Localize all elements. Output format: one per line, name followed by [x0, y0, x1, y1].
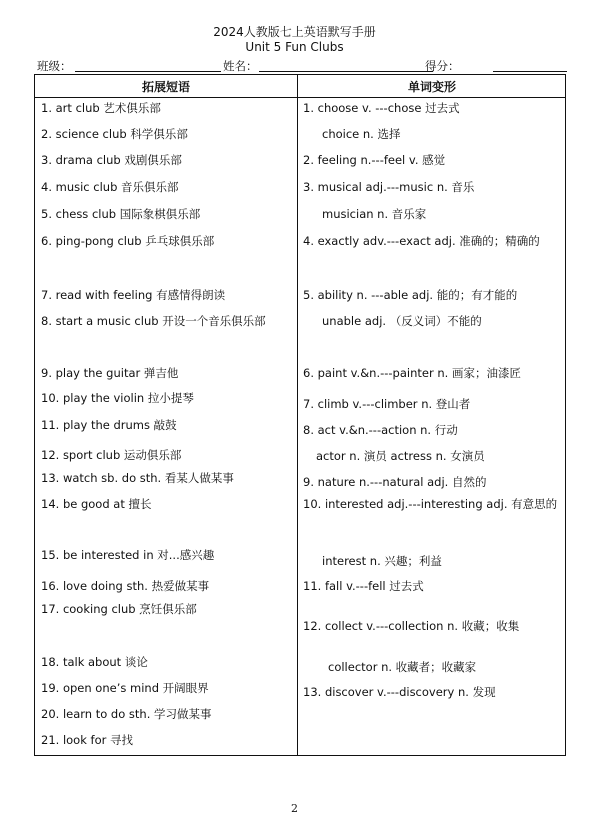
left-column-header: 拓展短语 — [141, 80, 190, 94]
word-form-item: 12. collect v.---collection n. 收藏；收集 — [303, 619, 520, 633]
phrase-item: 21. look for 寻找 — [41, 733, 133, 747]
page-number: 2 — [291, 802, 298, 815]
phrase-item: 17. cooking club 烹饪俱乐部 — [41, 602, 197, 616]
phrase-item: 15. be interested in 对...感兴趣 — [41, 548, 215, 562]
word-form-item: 11. fall v.---fell 过去式 — [303, 579, 424, 593]
column-divider — [297, 75, 298, 755]
phrase-item: 7. read with feeling 有感情得朗读 — [41, 288, 226, 302]
word-form-item: 7. climb v.---climber n. 登山者 — [303, 397, 471, 411]
score-label: 得分： — [425, 59, 460, 73]
word-form-item: interest n. 兴趣；利益 — [322, 554, 442, 568]
header-divider — [35, 97, 565, 98]
phrase-item: 8. start a music club 开设一个音乐俱乐部 — [41, 314, 266, 328]
word-form-item: 3. musical adj.---music n. 音乐 — [303, 180, 475, 194]
score-blank[interactable] — [493, 71, 567, 72]
right-column-header: 单词变形 — [407, 80, 456, 94]
phrase-item: 20. learn to do sth. 学习做某事 — [41, 707, 212, 721]
phrase-item: 19. open one’s mind 开阔眼界 — [41, 681, 209, 695]
word-form-item: 5. ability n. ---able adj. 能的；有才能的 — [303, 288, 518, 302]
document-title: 2024人教版七上英语默写手册 — [213, 25, 376, 39]
phrase-item: 16. love doing sth. 热爱做某事 — [41, 579, 210, 593]
phrase-item: 12. sport club 运动俱乐部 — [41, 448, 182, 462]
word-form-item: unable adj. （反义词）不能的 — [322, 314, 482, 328]
name-label: 姓名： — [223, 59, 258, 73]
phrase-item: 4. music club 音乐俱乐部 — [41, 180, 179, 194]
word-form-item: 8. act v.&n.---action n. 行动 — [303, 423, 458, 437]
vocab-table — [34, 74, 566, 756]
phrase-item: 6. ping-pong club 乒乓球俱乐部 — [41, 234, 215, 248]
word-form-item: musician n. 音乐家 — [322, 207, 427, 221]
phrase-item: 10. play the violin 拉小提琴 — [41, 391, 194, 405]
phrase-item: 5. chess club 国际象棋俱乐部 — [41, 207, 201, 221]
class-label: 班级： — [37, 59, 72, 73]
word-form-item: 13. discover v.---discovery n. 发现 — [303, 685, 496, 699]
word-form-item: actor n. 演员 actress n. 女演员 — [316, 449, 485, 463]
word-form-item: 10. interested adj.---interesting adj. 有意思的 — [303, 497, 558, 511]
phrase-item: 13. watch sb. do sth. 看某人做某事 — [41, 471, 234, 485]
unit-subtitle: Unit 5 Fun Clubs — [245, 40, 344, 54]
student-info-line — [37, 58, 567, 72]
phrase-item: 2. science club 科学俱乐部 — [41, 127, 188, 141]
phrase-item: 11. play the drums 敲鼓 — [41, 418, 177, 432]
phrase-item: 1. art club 艺术俱乐部 — [41, 101, 161, 115]
word-form-item: 4. exactly adv.---exact adj. 准确的；精确的 — [303, 234, 540, 248]
phrase-item: 14. be good at 擅长 — [41, 497, 152, 511]
word-form-item: 6. paint v.&n.---painter n. 画家；油漆匠 — [303, 366, 521, 380]
word-form-item: 1. choose v. ---chose 过去式 — [303, 101, 460, 115]
phrase-item: 18. talk about 谈论 — [41, 655, 148, 669]
word-form-item: 9. nature n.---natural adj. 自然的 — [303, 475, 487, 489]
word-form-item: collector n. 收藏者；收藏家 — [328, 660, 477, 674]
phrase-item: 3. drama club 戏剧俱乐部 — [41, 153, 182, 167]
word-form-item: 2. feeling n.---feel v. 感觉 — [303, 153, 446, 167]
word-form-item: choice n. 选择 — [322, 127, 401, 141]
name-blank[interactable] — [259, 71, 433, 72]
phrase-item: 9. play the guitar 弹吉他 — [41, 366, 179, 380]
class-blank[interactable] — [75, 71, 221, 72]
